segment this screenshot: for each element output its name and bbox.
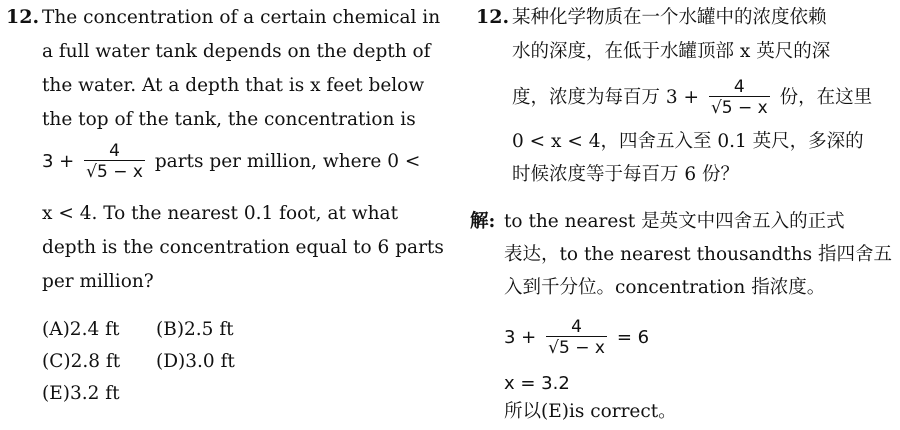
choice-b: (B)2.5 ft — [156, 319, 234, 340]
eq-numerator: 4 — [571, 317, 582, 337]
choice-e: (E)3.2 ft — [42, 383, 120, 404]
sqrt-symbol: √ — [86, 162, 97, 182]
question-line-5: x < 4. To the nearest 0.1 foot, at what — [42, 203, 398, 224]
sqrt-symbol: √ — [710, 98, 722, 118]
formula-line — [42, 142, 420, 182]
question-number-cn: 12. — [476, 6, 510, 28]
question-line-3: the water. At a depth that is x feet below — [42, 75, 425, 96]
choice-d: (D)3.0 ft — [156, 351, 235, 372]
question-line-6: depth is the concentration equal to 6 parts — [42, 237, 444, 258]
question-line-1: The concentration of a certain chemical in — [42, 7, 441, 28]
cn-line-4: 0 < x < 4，四舍五入至 0.1 英尺，多深的 — [512, 131, 864, 152]
equation-line — [504, 318, 649, 358]
formula-denominator: √5 − x — [86, 162, 143, 182]
solution-line-1: to the nearest 是英文中四舍五入的正式 — [504, 211, 845, 232]
eq-result: x = 3.2 — [504, 373, 570, 394]
cn-formula-line — [512, 78, 872, 118]
solution-label: 解: — [470, 211, 496, 232]
formula-fraction — [84, 142, 145, 182]
question-line-4: the top of the tank, the concentration is — [42, 109, 416, 130]
eq-fraction — [546, 318, 607, 358]
cn-formula-denominator: √5 − x — [710, 98, 768, 118]
cn-formula-fraction — [709, 78, 770, 118]
cn-line-1: 某种化学物质在一个水罐中的浓度依赖 — [512, 7, 827, 28]
conclusion: 所以(E)is correct。 — [504, 401, 677, 422]
question-number: 12. — [6, 6, 40, 28]
choice-c: (C)2.8 ft — [42, 351, 121, 372]
eq-denominator: √5 − x — [548, 338, 605, 358]
cn-formula-suffix: 份，在这里 — [779, 87, 873, 108]
formula-numerator: 4 — [109, 141, 120, 161]
sqrt-symbol: √ — [548, 338, 559, 358]
choice-a: (A)2.4 ft — [42, 319, 120, 340]
solution-line-3: 入到千分位。concentration 指浓度。 — [504, 277, 826, 298]
formula-prefix: 3 + — [42, 151, 75, 172]
formula-suffix: parts per million, where 0 < — [154, 151, 421, 172]
cn-formula-numerator: 4 — [733, 77, 745, 97]
cn-line-2: 水的深度，在低于水罐顶部 x 英尺的深 — [512, 41, 831, 62]
question-line-7: per million? — [42, 271, 154, 292]
solution-line-2: 表达，to the nearest thousandths 指四舍五 — [504, 244, 893, 265]
eq-prefix: 3 + — [504, 327, 537, 348]
question-line-2: a full water tank depends on the depth of — [42, 41, 431, 62]
eq-suffix: = 6 — [616, 327, 650, 348]
cn-line-5: 时候浓度等于每百万 6 份？ — [512, 164, 740, 185]
cn-formula-prefix: 度，浓度为每百万 3 + — [512, 87, 700, 108]
